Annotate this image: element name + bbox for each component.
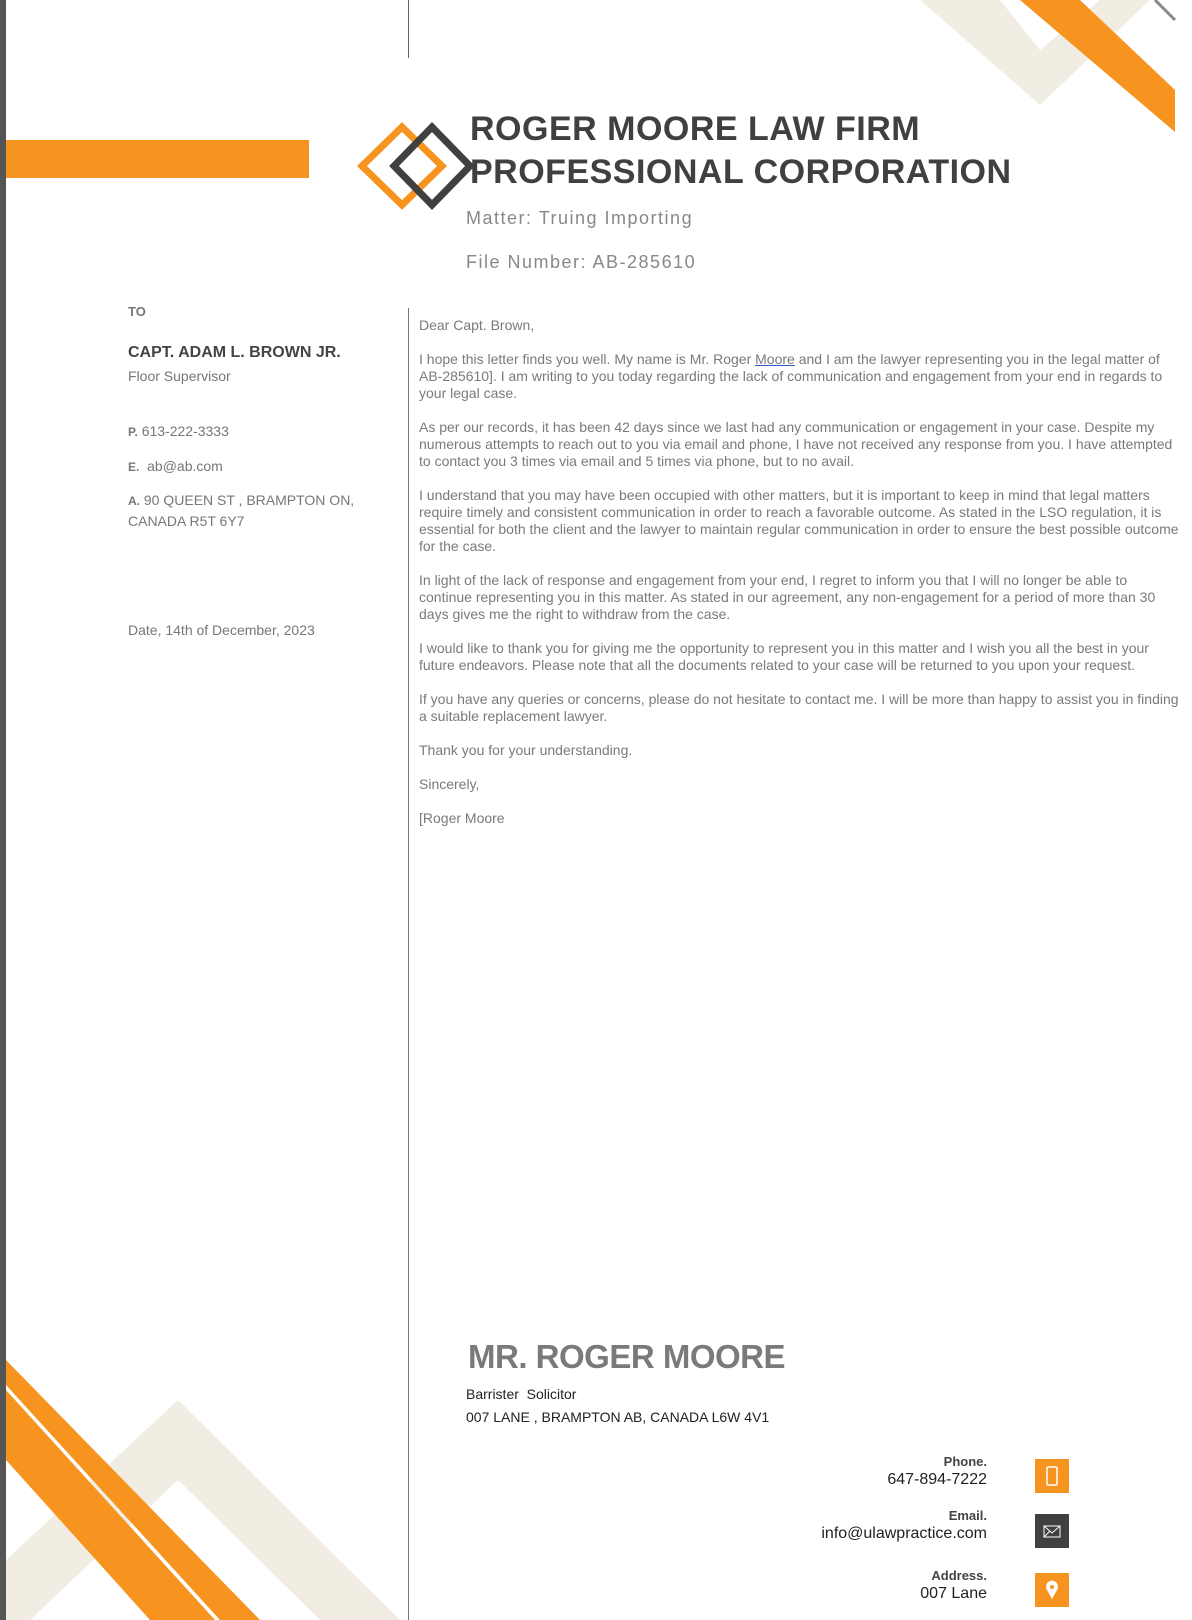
letter-body <box>419 317 1181 827</box>
p1-text-b: and I am the lawyer representing you in the legal matter of AB-285610]. I am writing to you today regarding the lack of communication and engagement from your end in regards to your legal case. <box>419 351 1163 401</box>
paragraph-5: I would like to thank you for giving me the opportunity to represent you in this matter and I wish you all the best in your future endeavors. Please note that all the documents related to your case will be returned to you upon your request. <box>419 640 1149 673</box>
email-label: E. <box>128 460 140 474</box>
salutation: Dear Capt. Brown, <box>419 317 535 333</box>
signer-address: 007 LANE , BRAMPTON AB, CANADA L6W 4V1 <box>466 1409 770 1425</box>
signer-role: Barrister Solicitor <box>466 1386 577 1402</box>
paragraph-4: In light of the lack of response and engagement from your end, I regret to inform you that I will no longer be able to continue representing you in this matter. As stated in our agreement, any non-engagement for a period of more than 30 days gives me the right to withdraw from the case. <box>419 572 1156 622</box>
recipient-email: ab@ab.com <box>147 458 223 474</box>
paragraph-2: As per our records, it has been 42 days since we last had any communication or engagement in your case. Despite my numerous attempts to reach out to you via email and phone, I have not received any response from you. I have attempted to contact you 3 times via email and 5 times via phone, but to no avail. <box>419 419 1173 469</box>
recipient-address-line1: 90 QUEEN ST , BRAMPTON ON, <box>143 492 355 508</box>
top-gray-line <box>1155 0 1175 20</box>
address-label: A. <box>128 494 140 508</box>
phone-icon <box>1035 1459 1069 1493</box>
letter-date: Date, 14th of December, 2023 <box>128 622 315 638</box>
p1-text-a: I hope this letter finds you well. My name is Mr. Roger <box>419 351 756 367</box>
header-orange-bar <box>6 140 309 178</box>
top-divider <box>408 0 409 58</box>
column-divider <box>408 308 409 1620</box>
signature: [Roger Moore <box>419 810 505 826</box>
matter: Matter: Truing Importing <box>466 208 694 228</box>
recipient-name: CAPT. ADAM L. BROWN JR. <box>128 344 341 361</box>
footer-phone-label: Phone. <box>943 1454 987 1469</box>
footer-address-label: Address. <box>931 1568 987 1583</box>
signer-name: MR. ROGER MOORE <box>468 1338 786 1375</box>
firm-name-line1: ROGER MOORE LAW FIRM <box>470 110 921 148</box>
footer-email: info@ulawpractice.com <box>821 1525 987 1542</box>
paragraph-1 <box>419 351 1181 402</box>
to-label: TO <box>128 304 146 319</box>
paragraph-7: Thank you for your understanding. <box>419 742 633 758</box>
location-pin-icon <box>1035 1573 1069 1607</box>
closing: Sincerely, <box>419 776 480 792</box>
logo-dark-diamond <box>394 127 470 205</box>
recipient-title: Floor Supervisor <box>128 368 231 384</box>
paragraph-6: If you have any queries or concerns, please do not hesitate to contact me. I will be more than happy to assist you in finding a suitable replacement lawyer. <box>419 691 1179 724</box>
spellcheck-word[interactable]: Moore <box>755 351 795 367</box>
footer-address: 007 Lane <box>920 1585 987 1602</box>
recipient-address-line2: CANADA R5T 6Y7 <box>128 513 245 529</box>
file-number: File Number: AB-285610 <box>466 252 697 272</box>
paragraph-3: I understand that you may have been occupied with other matters, but it is important to keep in mind that legal matters require timely and consistent communication in order to reach a favorable outcome. As stated in the LSO regulation, it is essential for both the client and the lawyer to maintain regular communication in order to ensure the best possible outcome for the case. <box>419 487 1179 554</box>
logo-orange-diamond <box>362 127 442 205</box>
footer-email-label: Email. <box>948 1508 987 1523</box>
firm-name-line2: PROFESSIONAL CORPORATION <box>470 153 1012 191</box>
recipient-phone: 613-222-3333 <box>141 423 229 439</box>
phone-label: P. <box>128 425 138 439</box>
footer-phone: 647-894-7222 <box>887 1471 987 1488</box>
envelope-icon <box>1035 1514 1069 1548</box>
